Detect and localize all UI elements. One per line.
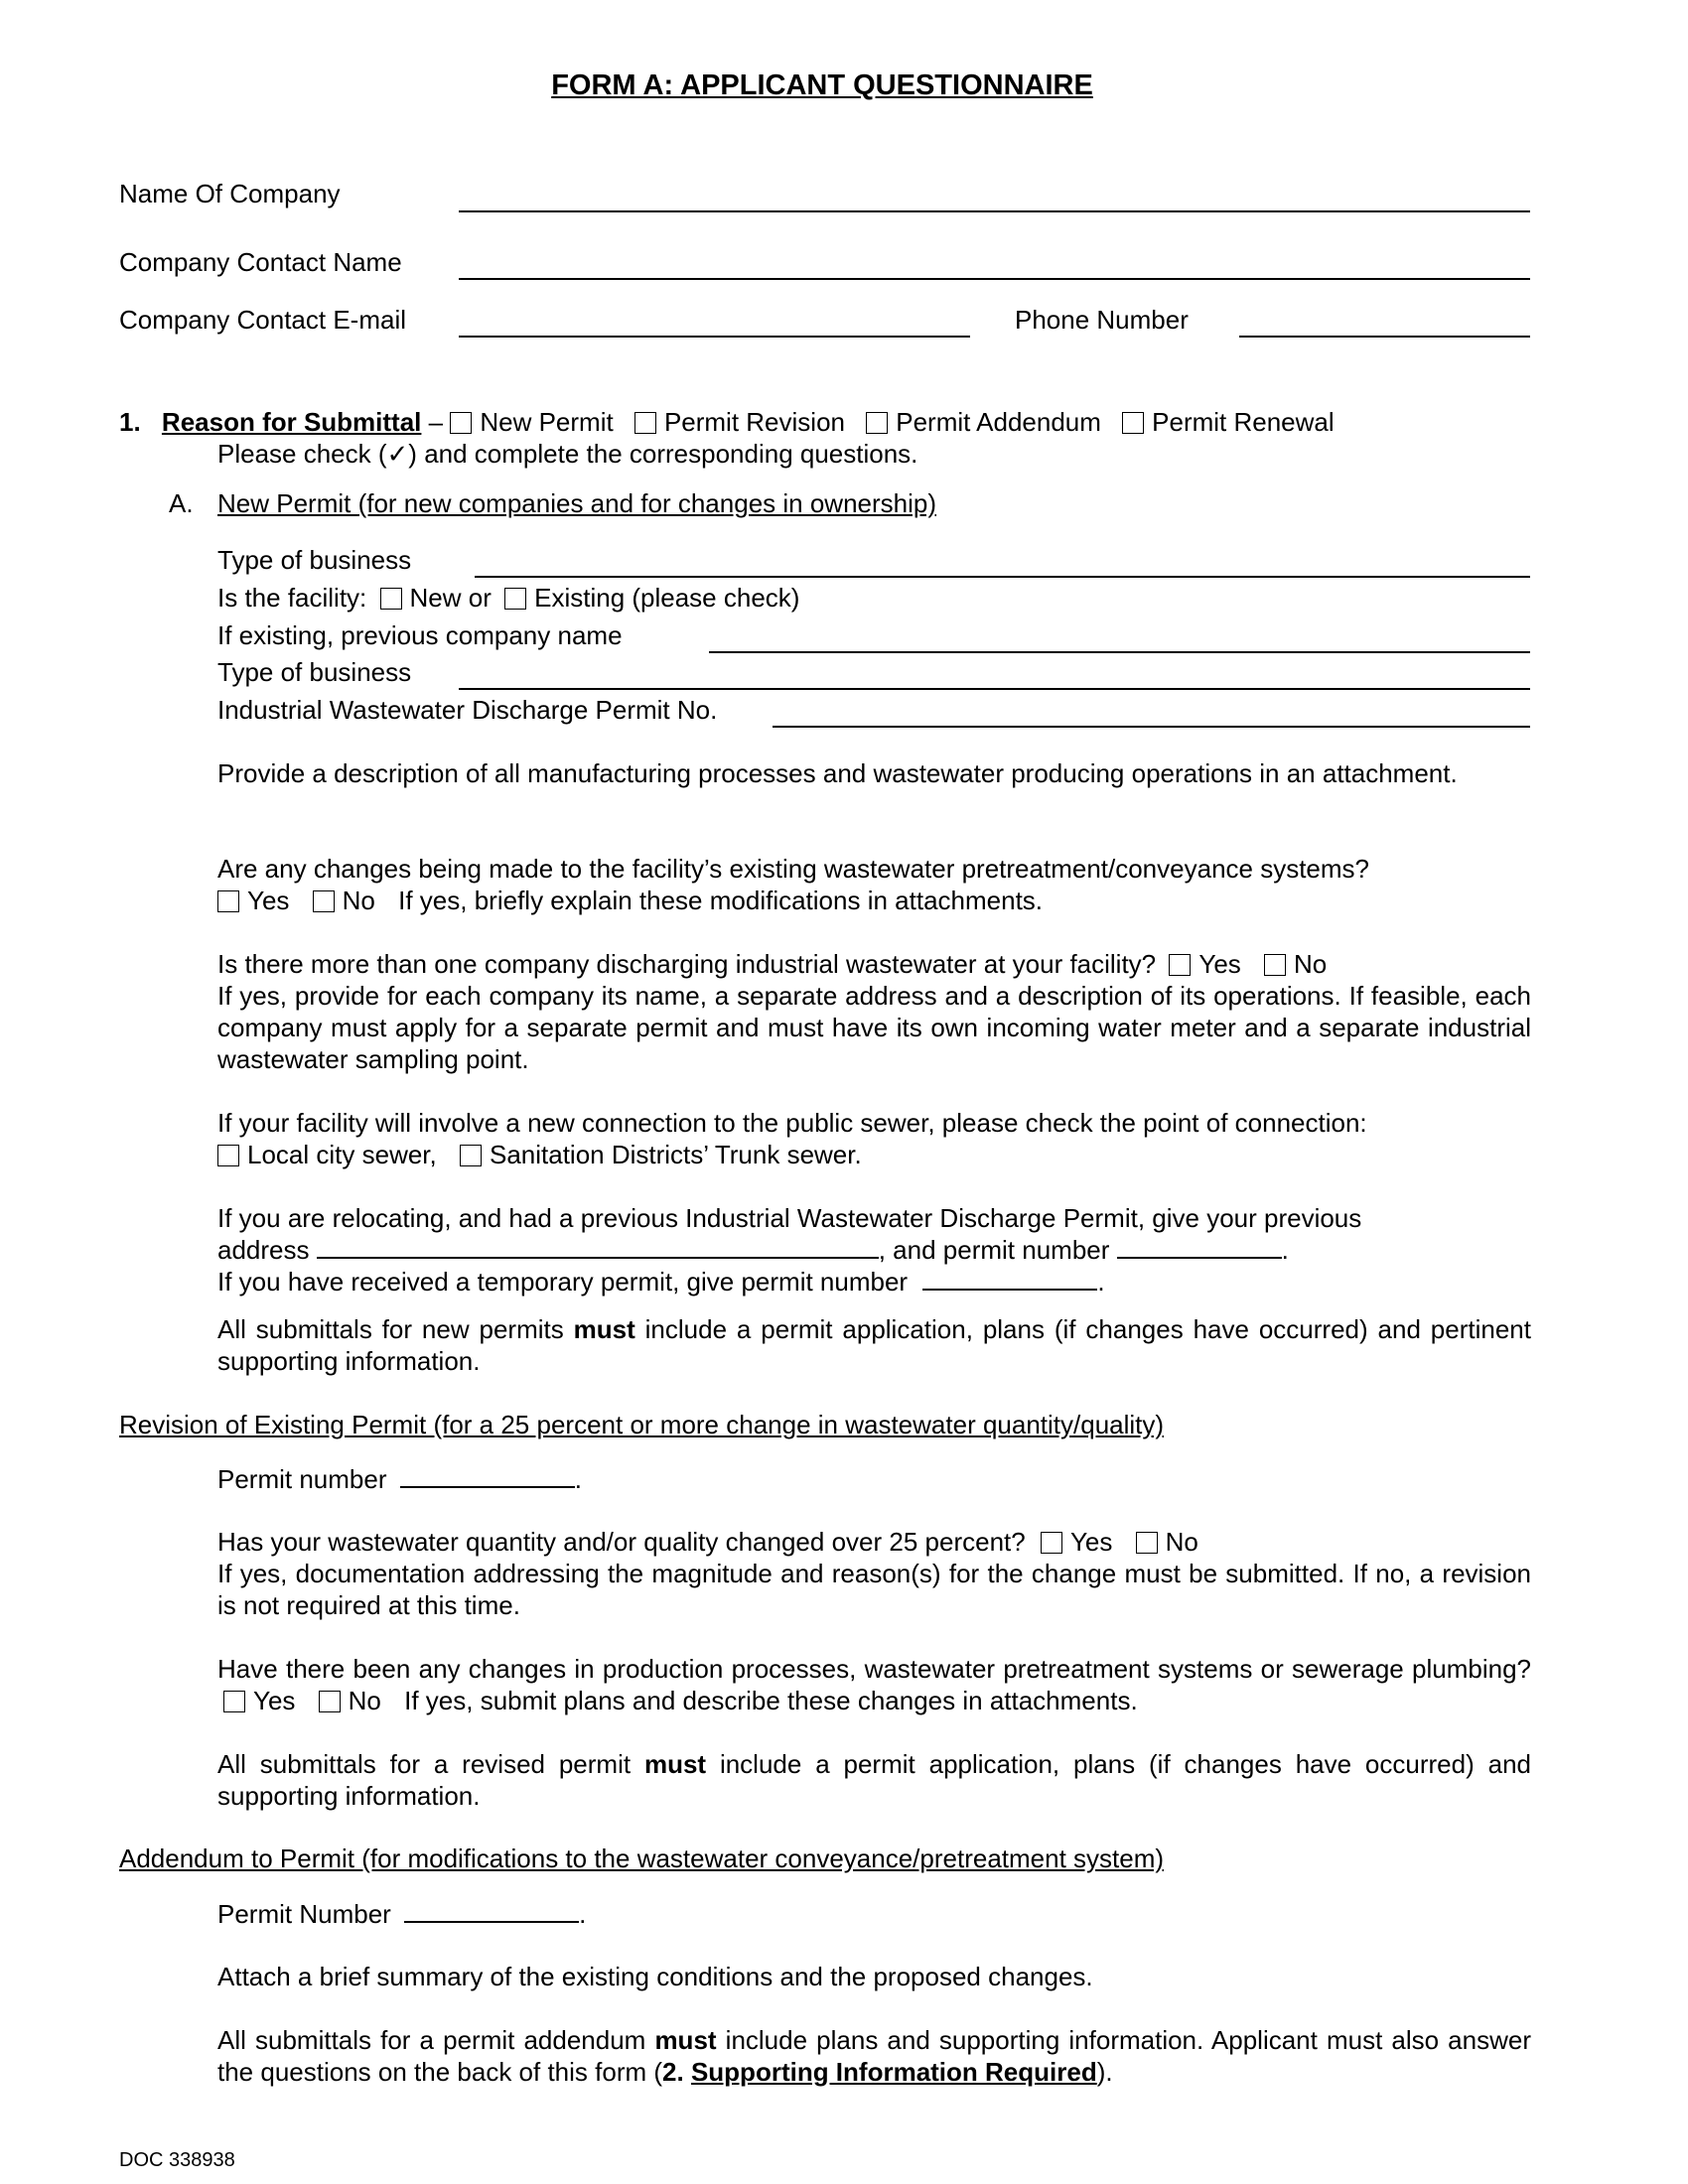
contact-email-label: Company Contact E-mail — [119, 305, 406, 335]
connection-question: If your facility will involve a new connection to the public sewer, please check the point of connection: — [217, 1108, 1367, 1138]
form-title: FORM A: APPLICANT QUESTIONNAIRE — [551, 69, 1093, 101]
previous-address-field[interactable] — [317, 1235, 879, 1259]
addendum-must-text — [217, 2024, 1531, 2088]
period: . — [574, 1464, 582, 1494]
doc-number: DOC 338938 — [119, 2149, 235, 2171]
addendum-permit-field[interactable] — [404, 1899, 579, 1923]
addendum-permit-label: Permit Number — [217, 1899, 391, 1929]
permit-renewal-checkbox[interactable] — [1122, 412, 1144, 434]
must-bold: must — [573, 1314, 635, 1344]
facility-existing-label: Existing (please check) — [534, 583, 800, 613]
connection-row — [217, 1139, 862, 1170]
production-question: Have there been any changes in production processes, wastewater pretreatment systems or sewerage plumbing? — [217, 1654, 1531, 1684]
facility-row — [217, 582, 799, 614]
revision-permit-row — [217, 1463, 582, 1495]
quantity-yes-checkbox[interactable] — [1041, 1532, 1062, 1554]
trunk-sewer-checkbox[interactable] — [460, 1145, 482, 1166]
option-label: Permit Addendum — [896, 407, 1101, 437]
multi-yes-checkbox[interactable] — [1169, 954, 1191, 976]
contact-email-field[interactable] — [459, 336, 970, 338]
permit-addendum-checkbox[interactable] — [866, 412, 888, 434]
previous-company-label: If existing, previous company name — [217, 620, 623, 650]
addendum-permit-row — [217, 1898, 586, 1930]
new-permit-heading: New Permit (for new companies and for changes in ownership) — [217, 488, 937, 518]
facility-prefix: Is the facility: — [217, 583, 367, 613]
yes-label: Yes — [253, 1686, 296, 1715]
phone-field[interactable] — [1239, 336, 1530, 338]
must-post: include a permit application, plans (if changes have occurred) and supporting information. — [217, 1749, 1531, 1811]
multi-no-checkbox[interactable] — [1264, 954, 1286, 976]
yes-label: Yes — [1198, 949, 1241, 979]
section-dash: – — [428, 407, 444, 437]
previous-permit-number-field[interactable] — [1117, 1235, 1282, 1259]
facility-new-label: New or — [409, 583, 492, 613]
sub-letter: A. — [169, 488, 194, 518]
permit-number-label: , and permit number — [878, 1235, 1110, 1265]
must-pre: All submittals for a permit addendum — [217, 2025, 646, 2055]
permit-no-field[interactable] — [773, 726, 1530, 728]
option-label: New Permit — [480, 407, 614, 437]
quantity-no-checkbox[interactable] — [1136, 1532, 1158, 1554]
contact-name-field[interactable] — [459, 278, 1530, 280]
yes-label: Yes — [247, 886, 290, 915]
multi-question: Is there more than one company discharging industrial wastewater at your facility? — [217, 949, 1157, 979]
production-yes-checkbox[interactable] — [223, 1691, 245, 1712]
temporary-label: If you have received a temporary permit, give permit number — [217, 1267, 909, 1297]
company-name-label: Name Of Company — [119, 179, 341, 208]
option-label: Permit Revision — [663, 407, 845, 437]
period: . — [1281, 1235, 1289, 1265]
permit-revision-checkbox[interactable] — [634, 412, 656, 434]
must-bold: must — [654, 2025, 717, 2055]
section-heading: Reason for Submittal — [161, 407, 422, 437]
reference-close: ). — [1096, 2057, 1113, 2087]
reference-link[interactable]: Supporting Information Required — [690, 2057, 1097, 2087]
no-label: No — [1165, 1527, 1198, 1557]
quantity-followup: If yes, documentation addressing the magnitude and reason(s) for the change must be submitted. If no, a revision is not required at this time. — [217, 1559, 1531, 1620]
addendum-heading: Addendum to Permit (for modifications to the wastewater conveyance/pretreatment system) — [119, 1843, 1165, 1873]
addendum-summary: Attach a brief summary of the existing conditions and the proposed changes. — [217, 1962, 1093, 1991]
no-label: No — [348, 1686, 381, 1715]
no-label: No — [342, 886, 375, 915]
yes-label: Yes — [1069, 1527, 1113, 1557]
temporary-row — [217, 1266, 1105, 1297]
describe-text: Provide a description of all manufacturing processes and wastewater producing operations in an attachment. — [217, 758, 1458, 788]
production-block — [217, 1653, 1531, 1716]
period: . — [579, 1899, 587, 1929]
local-sewer-label: Local city sewer, — [247, 1140, 437, 1169]
must-pre: All submittals for new permits — [217, 1314, 564, 1344]
must-post: include plans and supporting information. Applicant must also answer the questions on the back of this form ( — [217, 2025, 1531, 2087]
trunk-sewer-label: Sanitation Districts’ Trunk sewer. — [489, 1140, 862, 1169]
previous-company-field[interactable] — [709, 651, 1530, 653]
reference-number: 2. — [662, 2057, 684, 2087]
production-followup: If yes, submit plans and describe these changes in attachments. — [404, 1686, 1138, 1715]
section-1-row — [119, 406, 1335, 438]
local-sewer-checkbox[interactable] — [217, 1145, 239, 1166]
section-number: 1. — [119, 407, 141, 437]
type-of-business-2-label: Type of business — [217, 657, 412, 687]
contact-name-label: Company Contact Name — [119, 247, 402, 277]
new-permit-checkbox[interactable] — [450, 412, 472, 434]
facility-existing-checkbox[interactable] — [504, 588, 526, 610]
production-no-checkbox[interactable] — [319, 1691, 341, 1712]
must-post: include a permit application, plans (if changes have occurred) and pertinent supporting information. — [217, 1314, 1531, 1376]
facility-new-checkbox[interactable] — [380, 588, 402, 610]
multi-company-row — [217, 948, 1327, 980]
phone-label: Phone Number — [1015, 305, 1189, 335]
type-of-business-2-field[interactable] — [459, 688, 1530, 690]
no-label: No — [1294, 949, 1328, 979]
quantity-question: Has your wastewater quantity and/or quality changed over 25 percent? — [217, 1527, 1026, 1557]
changes-yes-checkbox[interactable] — [217, 890, 239, 912]
revision-permit-label: Permit number — [217, 1464, 387, 1494]
changes-question: Are any changes being made to the facility’s existing wastewater pretreatment/conveyance systems? — [217, 854, 1370, 884]
must-bold: must — [643, 1749, 707, 1779]
changes-followup: If yes, briefly explain these modifications in attachments. — [398, 886, 1044, 915]
must-pre: All submittals for a revised permit — [217, 1749, 632, 1779]
address-label: address — [217, 1235, 310, 1265]
option-label: Permit Renewal — [1152, 407, 1335, 437]
revision-permit-field[interactable] — [400, 1464, 575, 1488]
type-of-business-label: Type of business — [217, 545, 412, 575]
relocating-row — [217, 1234, 1289, 1266]
section-instruction: Please check (✓) and complete the corresponding questions. — [217, 439, 918, 469]
revision-heading: Revision of Existing Permit (for a 25 percent or more change in wastewater quantity/quality) — [119, 1410, 1165, 1439]
changes-answer-row — [217, 885, 1043, 916]
revision-must-text — [217, 1748, 1531, 1812]
company-name-field[interactable] — [459, 210, 1530, 212]
temporary-permit-field[interactable] — [922, 1267, 1097, 1291]
quantity-row — [217, 1526, 1198, 1558]
relocating-text: If you are relocating, and had a previous Industrial Wastewater Discharge Permit, give your previous — [217, 1203, 1362, 1233]
multi-followup: If yes, provide for each company its name, a separate address and a description of its operations. If feasible, each company must apply for a separate permit and must have its own incoming water meter and a separate industrial wastewater sampling point. — [217, 981, 1531, 1074]
type-of-business-field[interactable] — [475, 576, 1530, 578]
period: . — [1097, 1267, 1105, 1297]
new-permit-must-text — [217, 1313, 1531, 1377]
permit-no-label: Industrial Wastewater Discharge Permit No. — [217, 695, 718, 725]
changes-no-checkbox[interactable] — [313, 890, 335, 912]
